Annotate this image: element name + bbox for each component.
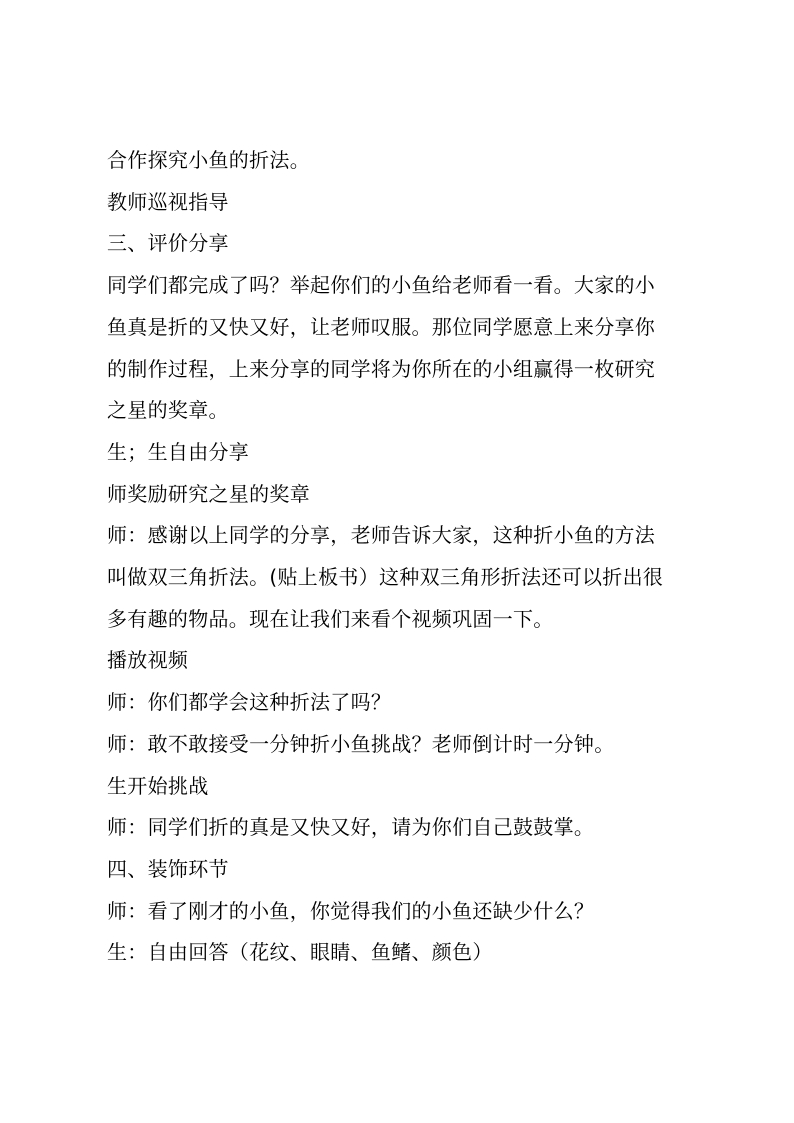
document-body — [107, 140, 697, 974]
text-line: 多有趣的物品。现在让我们来看个视频巩固一下。 — [107, 606, 554, 631]
text-line: 师：你们都学会这种折法了吗？ — [107, 690, 392, 715]
text-line: 师奖励研究之星的奖章 — [107, 481, 310, 506]
text-line: 播放视频 — [107, 648, 189, 673]
text-line: 的制作过程，上来分享的同学将为你所在的小组赢得一枚研究 — [107, 356, 656, 381]
text-line: 师：看了刚才的小鱼，你觉得我们的小鱼还缺少什么？ — [107, 898, 595, 923]
section-heading: 三、评价分享 — [107, 231, 229, 256]
text-line: 教师巡视指导 — [107, 189, 229, 214]
text-line: 生：自由回答（花纹、眼睛、鱼鳍、颜色） — [107, 940, 493, 965]
text-line: 师：同学们折的真是又快又好，请为你们自己鼓鼓掌。 — [107, 815, 595, 840]
text-line: 之星的奖章。 — [107, 398, 229, 423]
text-line: 叫做双三角折法。(贴上板书）这种双三角形折法还可以折出很 — [107, 565, 664, 590]
text-line: 生开始挑战 — [107, 773, 209, 798]
text-line: 师：感谢以上同学的分享，老师告诉大家，这种折小鱼的方法 — [107, 523, 656, 548]
text-line: 师：敢不敢接受一分钟折小鱼挑战？老师倒计时一分钟。 — [107, 731, 615, 756]
section-heading: 四、装饰环节 — [107, 856, 229, 881]
text-line: 合作探究小鱼的折法。 — [107, 148, 310, 172]
text-line: 鱼真是折的又快又好，让老师叹服。那位同学愿意上来分享你 — [107, 314, 656, 339]
text-line: 同学们都完成了吗？举起你们的小鱼给老师看一看。大家的小 — [107, 273, 656, 298]
text-line: 生；生自由分享 — [107, 439, 250, 464]
